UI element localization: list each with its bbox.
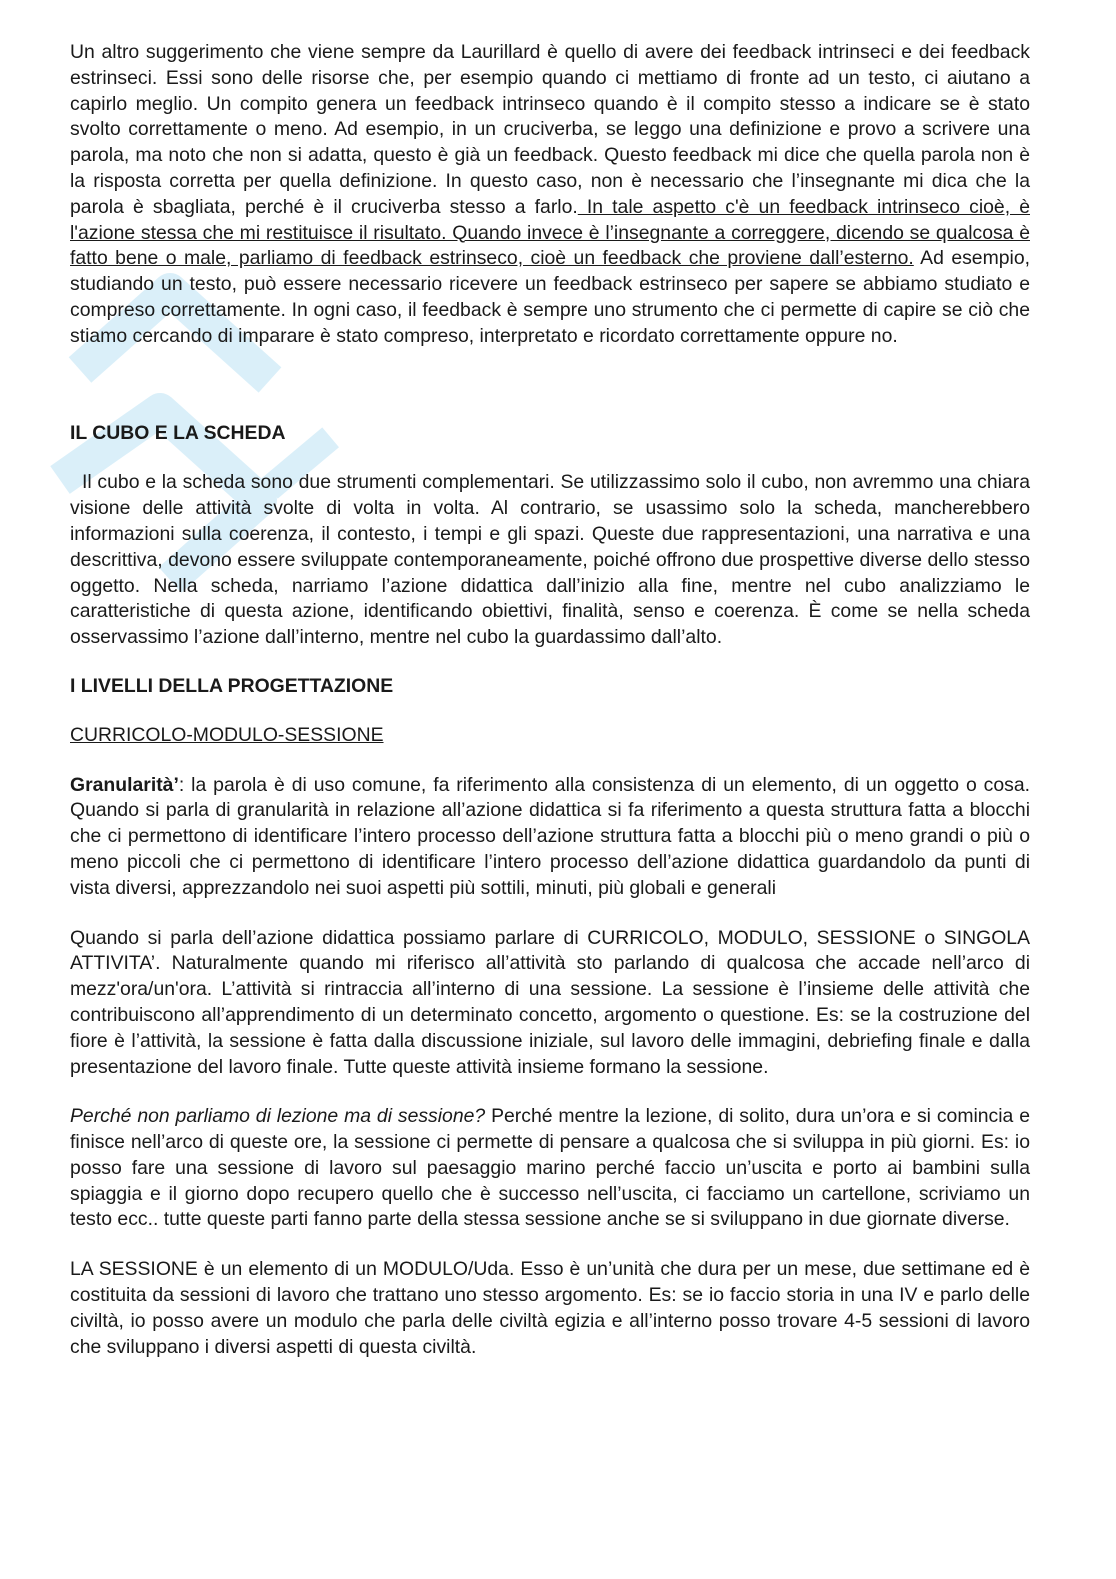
cubo-scheda-text: Il cubo e la scheda sono due strumenti complementari. Se utilizzassimo solo il cubo, non avremmo una chiara visione delle attività svolte di volta in volta. Al contrario, se usassimo solo la scheda, mancherebbero informazioni sulla coerenza, il contesto, i tempi e gli spazi. Queste due rappresentazioni, una narrativa e una descrittiva, devono essere sviluppate contemporaneamente, poiché offrono due prospettive diverse dello stesso oggetto. Nella scheda, narriamo l’azione didattica dall’inizio alla fine, mentre nel cubo analizziamo le caratteristiche di questa azione, identificando obiettivi, finalità, senso e coerenza. È come se nella scheda osservassimo l’azione dall’interno, mentre nel cubo la guardassimo dall’alto. <box>70 471 1030 649</box>
feedback-text-part2: Ad esempio, studiando un testo, può essere necessario ricevere un feedback estrinseco per sapere se abbiamo studiato e compreso correttamente. In ogni caso, il feedback è sempre uno strumento che ci permette di capire se ciò che stiamo cercando di imparare è stato compreso, interpretato e ricordato correttamente oppure no. <box>70 247 1030 347</box>
paragraph-cubo-scheda <box>70 470 1030 651</box>
feedback-text-underlined: In tale aspetto c'è un feedback intrinseco cioè, è l'azione stessa che mi restituisce il risultato. Quando invece è l’insegnante a correggere, dicendo se qualcosa è fatto bene o male, parliamo di feedback estrinseco, cioè un feedback che proviene dall’esterno. <box>70 195 1030 270</box>
paragraph-lezione-sessione <box>70 1104 1030 1233</box>
granularita-text: : la parola è di uso comune, fa riferimento alla consistenza di un elemento, di un oggetto o cosa. Quando si parla di granularità in relazione all’azione didattica si fa riferimento a questa struttura fatta a blocchi che ci permettono di identificare l’intero processo dell’azione struttura fatta a blocchi più o meno grandi o più o meno piccoli che ci permettono di identificare l’intero processo dell’azione didattica guardandolo da punti di vista diversi, apprezzandolo nei suoi aspetti più sottili, minuti, più globali e generali <box>70 773 1030 899</box>
granularita-term: Granularità’ <box>70 773 179 796</box>
document-page <box>70 40 1030 1360</box>
feedback-text-part1: Un altro suggerimento che viene sempre da Laurillard è quello di avere dei feedback intrinseci e dei feedback estrinseci. Essi sono delle risorse che, per esempio quando ci mettiamo di fronte ad un testo, ci aiutano a capirlo meglio. Un compito genera un feedback intrinseco quando è il compito stesso a indicare se è stato svolto correttamente o meno. Ad esempio, in un cruciverba, se leggo una definizione e provo a scrivere una parola, ma noto che non si adatta, questo è già un feedback. Questo feedback mi dice che quella parola non è la risposta corretta per quella definizione. In questo caso, non è necessario che l’insegnante mi dica che la parola è sbagliata, perché è il cruciverba stesso a farlo. <box>70 41 1030 218</box>
lezione-text: Perché mentre la lezione, di solito, dura un’ora e si comincia e finisce nell’arco di queste ore, la sessione ci permette di pensare a qualcosa che si sviluppa in più giorni. Es: io posso fare una sessione di lavoro sul paesaggio marino perché faccio un’uscita e porto ai bambini sulla spiaggia e il giorno dopo recupero quello che è successo nell’uscita, ci facciamo un cartellone, scriviamo un testo ecc.. tutte queste parti fanno parte della stessa sessione anche se si sviluppano in due giornate diverse. <box>70 1105 1031 1231</box>
paragraph-azione-didattica: Quando si parla dell’azione didattica possiamo parlare di CURRICOLO, MODULO, SESSIONE o SINGOLA ATTIVITA’. Naturalmente quando mi riferisco all’attività sto parlando di qualcosa che accade nell’arco di mezz'ora/un'ora. L’attività si rintraccia all’interno di una sessione. La sessione è l’insieme delle attività che contribuiscono all’apprendimento di un determinato concetto, argomento o questione. Es: se la costruzione del fiore è l’attività, la sessione è fatta dalla discussione iniziale, sul lavoro delle immagini, debriefing finale e dalla presentazione del lavoro finale. Tutte queste attività insieme formano la sessione. <box>70 926 1030 1078</box>
heading-livelli-progettazione: I LIVELLI DELLA PROGETTAZIONE <box>70 674 394 697</box>
lezione-question: Perché non parliamo di lezione ma di sessione? <box>70 1105 486 1128</box>
paragraph-modulo: LA SESSIONE è un elemento di un MODULO/Uda. Esso è un’unità che dura per un mese, due settimane ed è costituita da sessioni di lavoro che trattano uno stesso argomento. Es: se io faccio storia in una IV e parlo delle civiltà, io posso avere un modulo che parla delle civiltà egizia e all’interno posso trovare 4-5 sessioni di lavoro che sviluppano i diversi aspetti di questa civiltà. <box>70 1258 1030 1358</box>
paragraph-granularita <box>70 773 1030 902</box>
subheading-curricolo-modulo-sessione: CURRICOLO-MODULO-SESSIONE <box>70 723 384 746</box>
paragraph-feedback <box>70 40 1030 350</box>
heading-cubo-scheda: IL CUBO E LA SCHEDA <box>70 421 286 444</box>
